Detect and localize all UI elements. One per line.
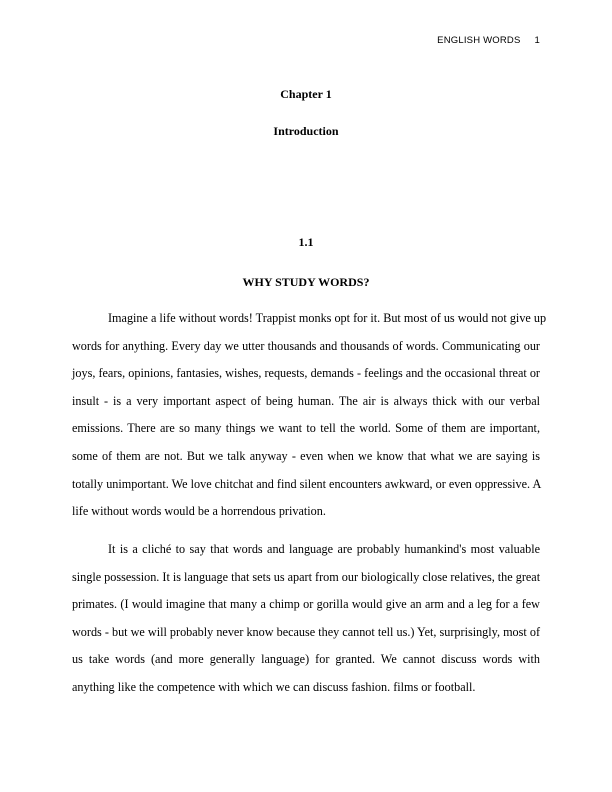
- text-line: emissions. There are so many things we want to tell the world. Some of them are important,: [72, 421, 540, 435]
- section-number: 1.1: [298, 235, 314, 249]
- text-line: primates. (I would imagine that many a chimp or gorilla would give an arm and a leg for a few: [72, 597, 540, 611]
- page-number: 1: [534, 35, 540, 46]
- text-line: Imagine a life without words! Trappist monks opt for it. But most of us would not give up: [108, 311, 547, 325]
- text-line: It is a cliché to say that words and language are probably humankind's most valuable: [108, 542, 540, 556]
- text-line: insult - is a very important aspect of being human. The air is always thick with our verbal: [72, 394, 540, 408]
- text-line: totally unimportant. We love chitchat and find silent encounters awkward, or even oppressive. A: [72, 477, 542, 491]
- text-line: joys, fears, opinions, fantasies, wishes, requests, demands - feelings and the occasional threat or: [72, 366, 540, 380]
- chapter-title: Introduction: [273, 124, 339, 138]
- section-title: WHY STUDY WORDS?: [242, 275, 370, 289]
- text-line: life without words would be a horrendous privation.: [72, 504, 326, 518]
- text-line: anything like the competence with which we can discuss fashion. films or football.: [72, 680, 476, 694]
- text-line: words for anything. Every day we utter thousands and thousands of words. Communicating our: [72, 339, 540, 353]
- running-header: [437, 35, 540, 46]
- running-header-title: ENGLISH WORDS: [437, 35, 521, 46]
- text-line: some of them are not. But we talk anyway - even when we know that what we are saying is: [72, 449, 540, 463]
- text-line: single possession. It is language that sets us apart from our biologically close relatives, the great: [72, 570, 541, 584]
- text-line: us take words (and more generally language) for granted. We cannot discuss words with: [72, 652, 540, 666]
- text-line: words - but we will probably never know because they cannot tell us.) Yet, surprisingly, most of: [72, 625, 540, 639]
- chapter-label: Chapter 1: [280, 87, 332, 101]
